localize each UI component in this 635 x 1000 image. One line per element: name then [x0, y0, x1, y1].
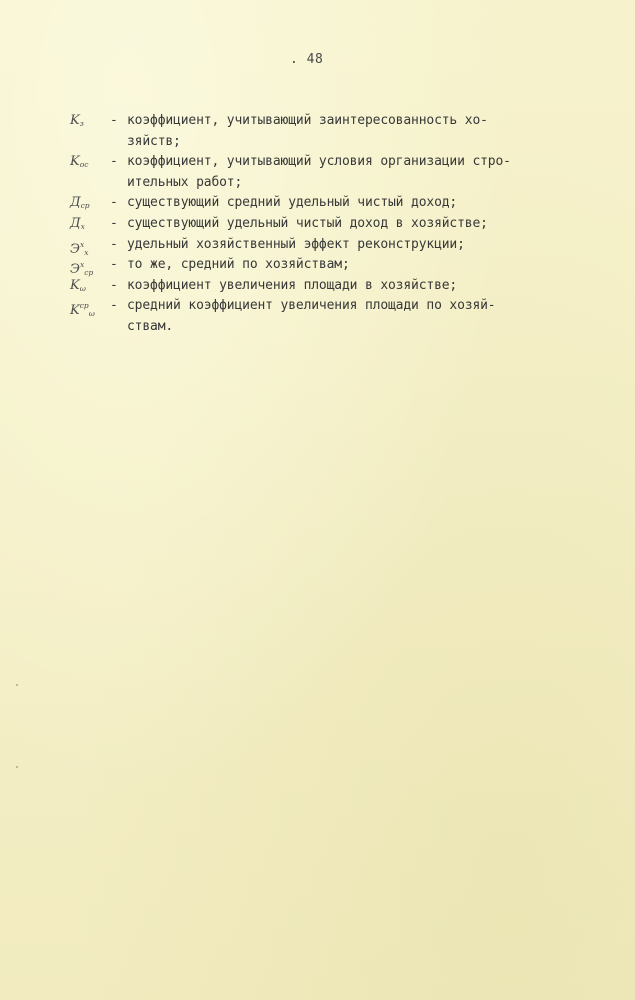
definition-row [0, 276, 635, 297]
definition-text: существующий удельный чистый доход в хозяйстве; [127, 215, 488, 231]
definition-symbol: $Д_х$ [70, 215, 85, 231]
definition-text: удельный хозяйственный эффект реконструкции; [127, 236, 465, 252]
definition-row [0, 193, 635, 214]
definition-dash: - [110, 277, 118, 293]
definition-text: коэффициент увеличения площади в хозяйстве; [127, 277, 458, 293]
definition-symbol: $Э^х_х$ [70, 239, 89, 257]
definition-symbol: $K_{ос}$ [70, 154, 89, 170]
definition-symbol: $Д_{ср}$ [70, 195, 90, 211]
definition-text: коэффициент, учитывающий заинтересованность хо- [127, 113, 488, 128]
definition-text: ительных работ; [127, 174, 243, 190]
definition-text: зяйств; [127, 133, 181, 149]
definition-dash: - [110, 298, 118, 314]
definition-dash: - [110, 215, 118, 231]
definition-dash: - [110, 236, 118, 252]
definition-row [0, 152, 635, 173]
definition-continuation [0, 173, 635, 194]
definition-text: средний коэффициент увеличения площади по хозяй- [127, 298, 496, 314]
paper-speck [16, 766, 18, 768]
definition-symbol: $Э^х_{ср}$ [70, 260, 94, 278]
definition-symbol: $K_\omega$ [70, 277, 86, 293]
definition-dash: - [110, 257, 118, 273]
definition-row [0, 111, 635, 132]
definition-row [0, 214, 635, 235]
definition-text: ствам. [127, 318, 174, 334]
definition-row [0, 296, 635, 317]
definition-text: существующий средний удельный чистый доход; [127, 195, 458, 211]
definition-dash: - [110, 154, 118, 170]
definition-list [0, 111, 635, 338]
definition-text: коэффициент, учитывающий условия организации стро- [127, 154, 511, 170]
definition-dash: - [110, 195, 118, 211]
definition-continuation [0, 132, 635, 153]
definition-symbol: $K_з$ [70, 113, 84, 128]
page-number: . 48 [290, 52, 324, 67]
paper-speck [16, 684, 18, 686]
definition-symbol: $K^{ср}_\omega$ [70, 301, 95, 319]
definition-row [0, 235, 635, 256]
definition-row [0, 255, 635, 276]
definition-text: то же, средний по хозяйствам; [127, 257, 350, 273]
definition-dash: - [110, 113, 118, 128]
definition-continuation [0, 317, 635, 338]
